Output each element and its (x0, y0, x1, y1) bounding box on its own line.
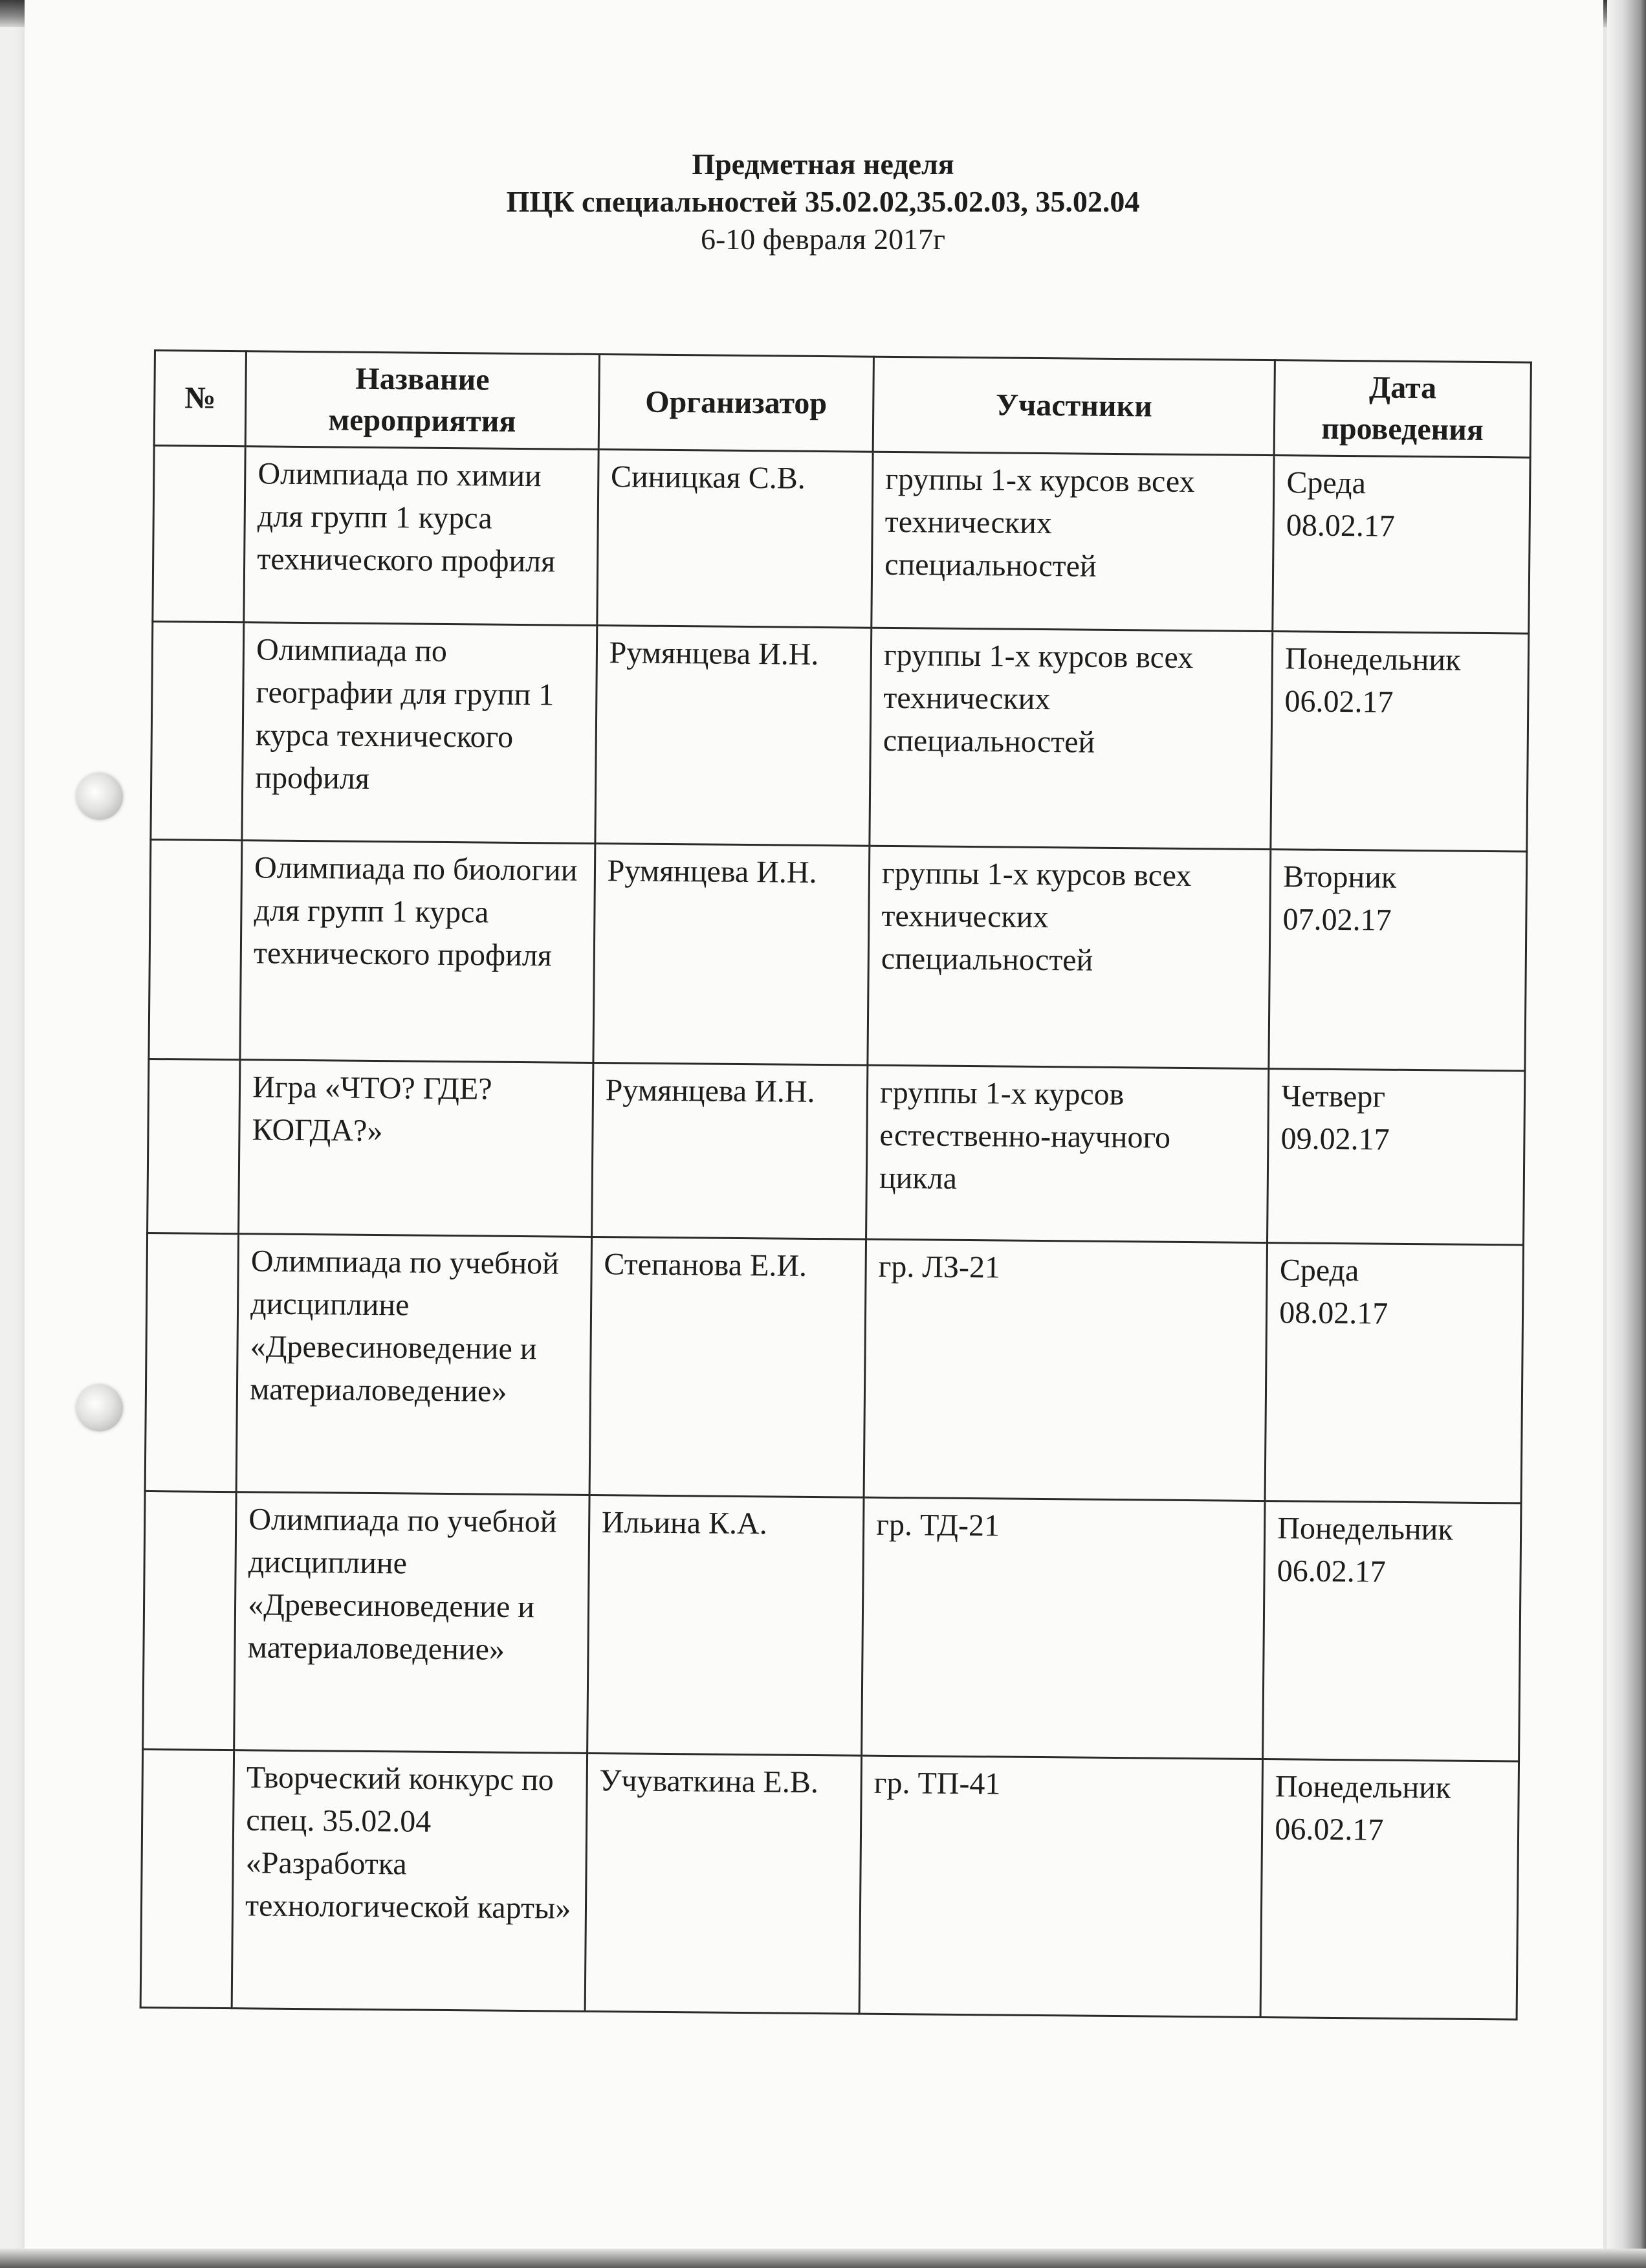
cell-num (148, 1059, 241, 1233)
header-date: Дата проведения (1274, 360, 1531, 457)
cell-num (140, 1749, 234, 2008)
cell-event-name: Олимпиада по географии для групп 1 курса технического профиля (242, 622, 597, 844)
cell-organizer: Ильина К.А. (587, 1495, 864, 1756)
cell-date-value: 09.02.17 (1280, 1121, 1390, 1157)
cell-date-value: 08.02.17 (1279, 1295, 1388, 1331)
cell-event-name: Творческий конкурс по спец. 35.02.04 «Разработка технологической карты» (232, 1750, 587, 2012)
cell-participants: группы 1-х курсов всех технических специальностей (872, 452, 1274, 631)
cell-num (145, 1233, 239, 1492)
cell-participants: гр. ТП-41 (859, 1756, 1263, 2017)
cell-event-name: Олимпиада по учебной дисциплине «Древесиноведение и материаловедение» (234, 1492, 589, 1754)
cell-date-day: Понедельник (1275, 1769, 1451, 1805)
cell-event-name: Олимпиада по биологии для групп 1 курса технического профиля (240, 841, 595, 1063)
cell-num (149, 839, 242, 1059)
cell-date-day: Среда (1279, 1253, 1359, 1288)
cell-participants: группы 1-х курсов естественно-научного цикла (866, 1065, 1269, 1242)
document-date-range: 6-10 февраля 2017г (700, 223, 946, 256)
document-title: Предметная неделя (692, 148, 954, 181)
cell-date-value: 08.02.17 (1286, 508, 1396, 544)
cell-event-name: Игра «ЧТО? ГДЕ? КОГДА?» (239, 1060, 593, 1237)
table-row (143, 1491, 1521, 1761)
cell-organizer: Румянцева И.Н. (595, 625, 872, 846)
cell-event-name: Олимпиада по химии для групп 1 курса технического профиля (244, 446, 598, 626)
cell-num (143, 1491, 237, 1750)
header-num: № (154, 351, 246, 446)
header-participants: Участники (873, 357, 1275, 455)
cell-participants: гр. ТД-21 (862, 1497, 1266, 1759)
cell-date-value: 06.02.17 (1277, 1554, 1387, 1589)
table-row (149, 839, 1527, 1071)
cell-date (1271, 632, 1529, 852)
cell-date (1269, 850, 1527, 1071)
cell-date (1263, 1501, 1521, 1761)
punch-hole-lower (76, 1385, 123, 1431)
cell-organizer: Румянцева И.Н. (593, 843, 870, 1065)
events-table (140, 349, 1532, 2020)
cell-date (1265, 1243, 1523, 1503)
document-subtitle: ПЦК специальностей 35.02.02,35.02.03, 35.02.04 (506, 185, 1140, 218)
cell-date-day: Понедельник (1277, 1511, 1453, 1547)
cell-participants: группы 1-х курсов всех технических специальностей (868, 846, 1271, 1068)
scan-right-edge (1607, 0, 1646, 2268)
header-organizer: Организатор (598, 355, 874, 452)
table-row (148, 1059, 1525, 1245)
cell-date-value: 07.02.17 (1282, 902, 1392, 938)
document-header (0, 146, 1646, 258)
cell-organizer: Степанова Е.И. (589, 1237, 866, 1497)
table-row (151, 621, 1529, 852)
table-row (153, 446, 1530, 634)
cell-date-value: 06.02.17 (1284, 684, 1394, 720)
cell-date (1273, 456, 1530, 633)
cell-organizer: Румянцева И.Н. (591, 1062, 868, 1239)
punch-hole-upper (76, 773, 123, 820)
header-name: Название мероприятия (245, 351, 599, 450)
cell-organizer: Синицкая С.В. (597, 449, 873, 628)
cell-date (1267, 1069, 1525, 1245)
cell-num (151, 621, 244, 840)
cell-participants: гр. ЛЗ-21 (864, 1239, 1267, 1501)
table-row (145, 1233, 1523, 1503)
scan-bottom-edge (0, 2249, 1646, 2268)
cell-event-name: Олимпиада по учебной дисциплине «Древесиноведение и материаловедение» (236, 1234, 591, 1495)
cell-date-day: Среда (1286, 465, 1366, 501)
table-header-row (154, 351, 1531, 458)
cell-date-value: 06.02.17 (1275, 1812, 1384, 1847)
cell-organizer: Учуваткина Е.В. (585, 1753, 862, 2014)
cell-date-day: Четверг (1280, 1079, 1386, 1114)
cell-date-day: Вторник (1282, 859, 1397, 895)
cell-participants: группы 1-х курсов всех технических специальностей (870, 628, 1273, 849)
table-row (140, 1749, 1519, 2020)
cell-date-day: Понедельник (1284, 641, 1461, 677)
cell-num (153, 446, 246, 622)
cell-date (1260, 1759, 1519, 2020)
